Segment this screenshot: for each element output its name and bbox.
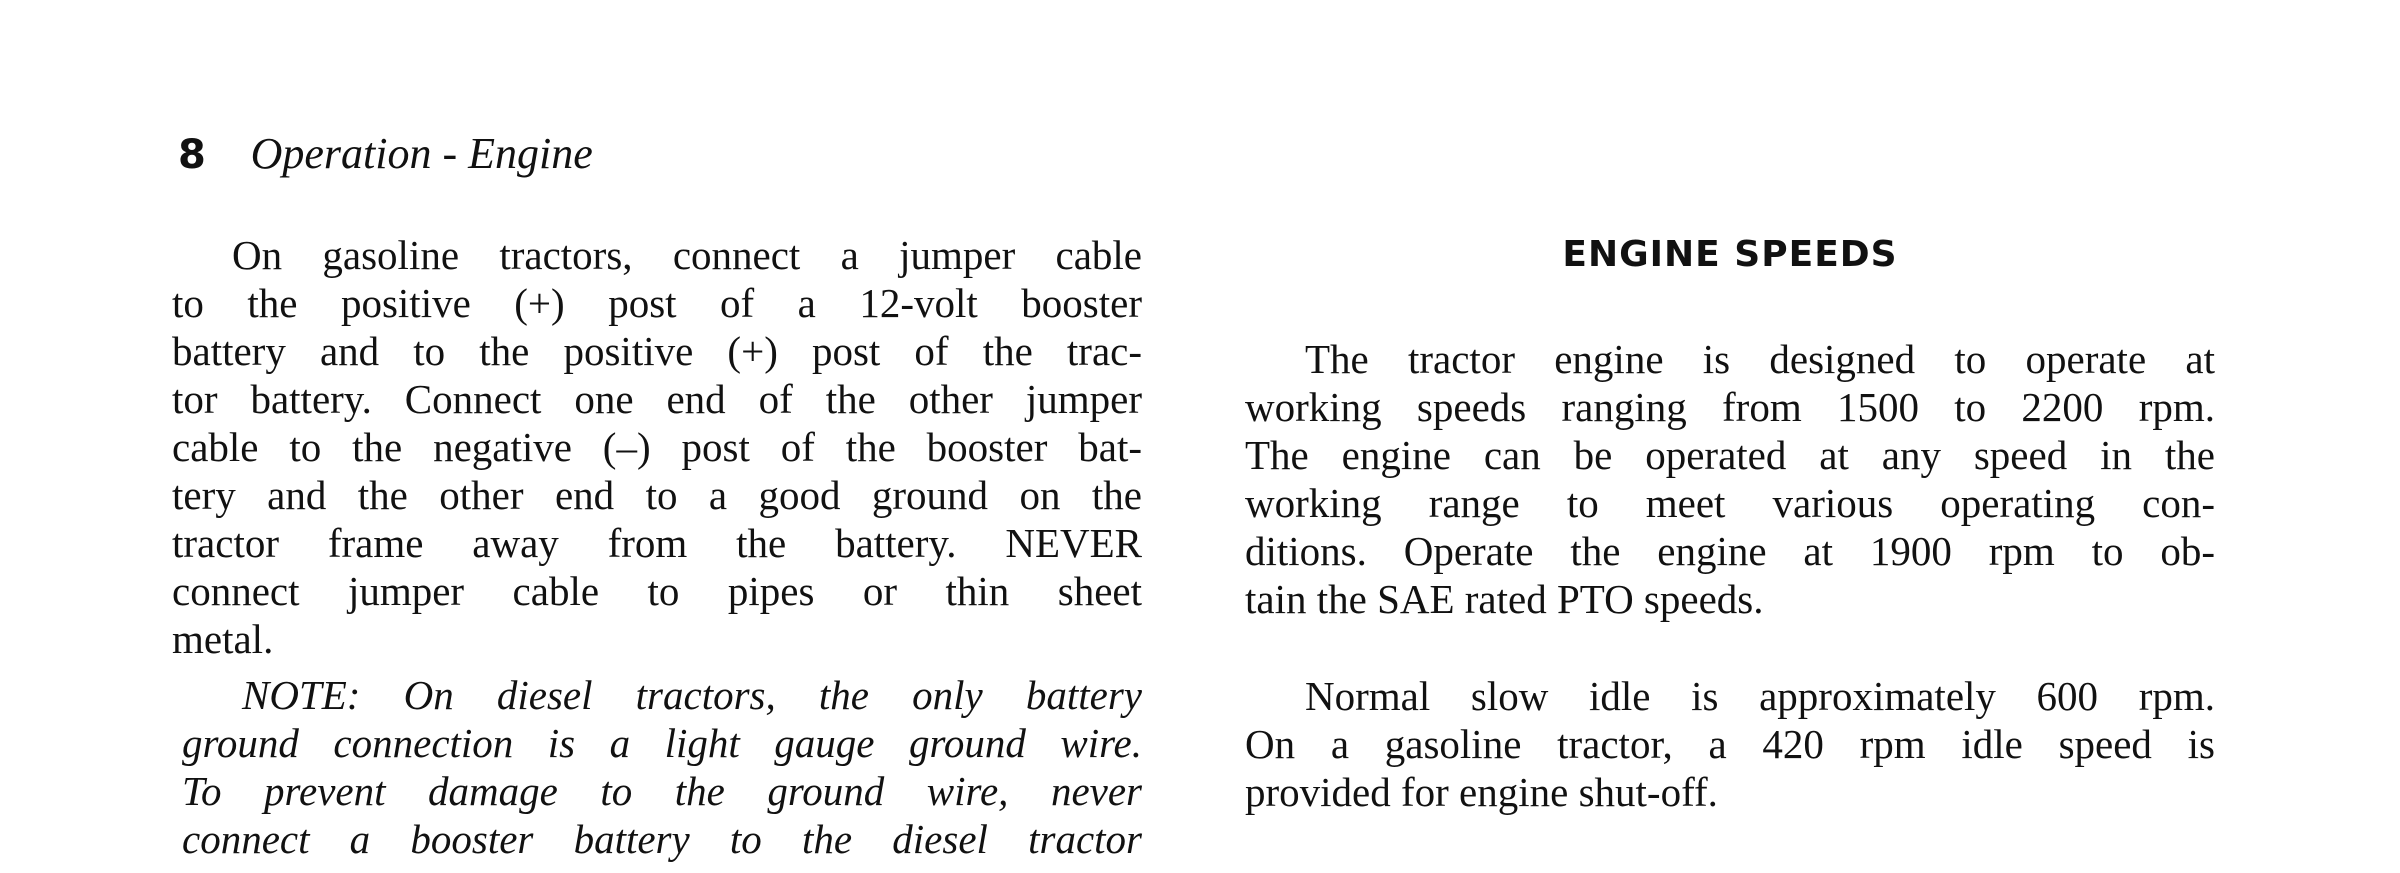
note-line: NOTE: On diesel tractors, the only battery (242, 672, 1142, 718)
engine-speeds-paragraph (1245, 335, 2215, 623)
page-header (178, 128, 593, 179)
note-line: ground connection is a light gauge ground wire. (182, 720, 1142, 766)
page-number: 8 (178, 132, 206, 178)
note-line: connect a booster battery to the diesel tractor (182, 816, 1142, 862)
note-line: To prevent damage to the ground wire, never (182, 768, 1142, 814)
text-line: The engine can be operated at any speed in the (1245, 432, 2215, 478)
text-line: ditions. Operate the engine at 1900 rpm to ob- (1245, 528, 2215, 574)
text-line: working speeds ranging from 1500 to 2200 rpm. (1245, 384, 2215, 430)
text-line: On gasoline tractors, connect a jumper cable (232, 232, 1142, 278)
text-line: The tractor engine is designed to operate at (1305, 336, 2215, 382)
text-line: tractor frame away from the battery. NEVER (172, 520, 1142, 566)
text-line: tery and the other end to a good ground on the (172, 472, 1142, 518)
jumper-cable-paragraph (172, 231, 1142, 663)
text-line: On a gasoline tractor, a 420 rpm idle speed is (1245, 721, 2215, 767)
section-title: Operation - Engine (250, 129, 593, 178)
text-line: battery and to the positive (+) post of the trac- (172, 328, 1142, 374)
text-line: to the positive (+) post of a 12-volt booster (172, 280, 1142, 326)
slow-idle-paragraph (1245, 672, 2215, 816)
text-line: working range to meet various operating con- (1245, 480, 2215, 526)
text-line: metal. (172, 616, 274, 662)
text-line: tor battery. Connect one end of the other jumper (172, 376, 1142, 422)
left-column (172, 231, 1142, 863)
engine-speeds-heading: ENGINE SPEEDS (1562, 234, 1898, 275)
text-line: cable to the negative (–) post of the booster bat- (172, 424, 1142, 470)
text-line: provided for engine shut-off. (1245, 769, 1718, 815)
text-line: Normal slow idle is approximately 600 rpm. (1305, 673, 2215, 719)
diesel-note (172, 671, 1142, 863)
text-line: tain the SAE rated PTO speeds. (1245, 576, 1764, 622)
text-line: connect jumper cable to pipes or thin sheet (172, 568, 1142, 614)
